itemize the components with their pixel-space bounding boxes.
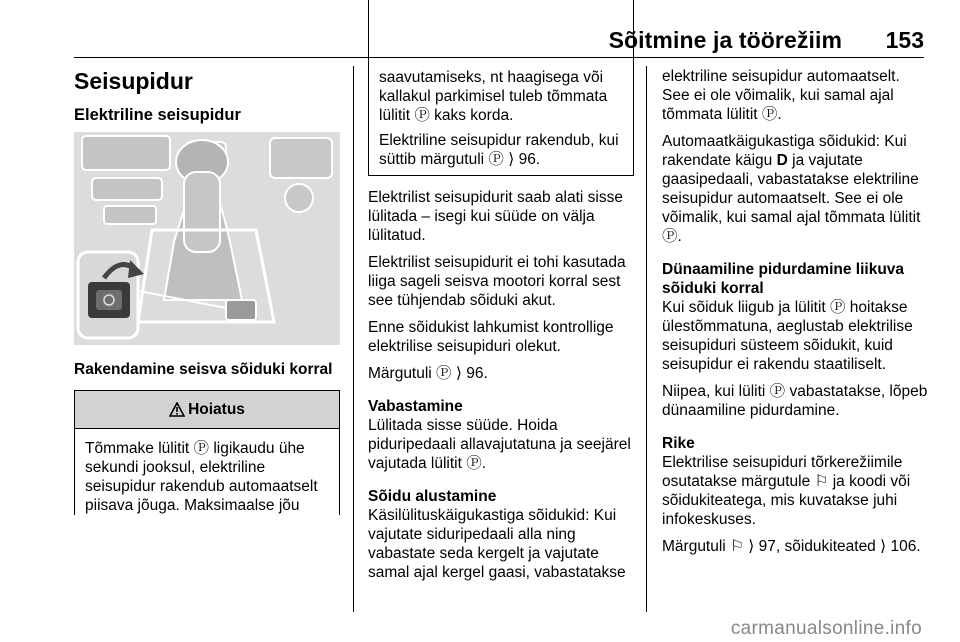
console-drawing <box>74 132 340 345</box>
heading-release: Vabastamine <box>368 398 463 415</box>
paragraph: Märgutuli Ⓟ ⟩ 96. <box>368 365 488 382</box>
warning-title: Hoiatus <box>188 400 245 418</box>
warning-box-continuation <box>368 0 634 176</box>
fault-text: Elektrilise seisupiduri tõrkerežiimile osutatakse märgutule ⚐ ja koodi või sõidukiteatega, mis kuvatakse juhi infokeskuses. <box>662 454 911 528</box>
paragraph-text: Automaatkäigukastiga sõidukid: Kui rakendate käigu <box>662 133 907 169</box>
section-title: Seisupidur <box>74 68 193 94</box>
column-1 <box>74 67 342 125</box>
paragraph: Niipea, kui lüliti Ⓟ vabastatakse, lõpeb dünaamiline pidurdamine. <box>662 383 928 419</box>
drive-off-text: Käsilülituskäigukastiga sõidukid: Kui vajutate siduripedaali alla ning vabastate seda kergelt ja vajutate samal ajal kergel gaasi, vabastatakse <box>368 507 626 581</box>
warning-box <box>74 390 340 515</box>
paragraph: elektriline seisupidur automaatselt. See ei ole võimalik, kui samal ajal tõmmata lülitit Ⓟ. <box>662 68 900 123</box>
dynamic-braking-text: Kui sõiduk liigub ja lülitit Ⓟ hoitakse ülestõmmatuna, aeglustab elektrilise seisupiduri süsteem sõidukit, kuid seisupidur ei rakendu staatiliselt. <box>662 299 913 373</box>
column-divider-1 <box>353 66 354 612</box>
parking-brake-switch-illustration <box>74 132 340 345</box>
paragraph: Enne sõidukist lahkumist kontrollige elektrilise seisupiduri olekut. <box>368 319 614 355</box>
paragraph: Elektrilist seisupidurit saab alati sisse lülitada – isegi kui süüde on välja lülitatud. <box>368 189 623 244</box>
column-2 <box>368 67 634 590</box>
chapter-title: Sõitmine ja töörežiim <box>608 27 842 53</box>
paragraph-text: ja vajutate gaasipedaali, vabastatakse elektriline seisupidur automaatselt. See ei ole võimalik, kui samal ajal tõmmata lülitit Ⓟ. <box>662 152 921 245</box>
warning-continuation-text: saavutamiseks, nt haagisega või kallakul parkimisel tuleb tõmmata lülitit Ⓟ kaks korda. <box>379 69 608 124</box>
watermark: carmanualsonline.info <box>730 618 922 639</box>
paragraph <box>662 132 928 246</box>
release-text: Lülitada sisse süüde. Hoida piduripedaali allavajutatuna ja seejärel vajutada lülitit Ⓟ. <box>368 417 631 472</box>
warning-indicator-text: Elektriline seisupidur rakendub, kui süttib märgutuli Ⓟ ⟩ 96. <box>379 132 619 168</box>
page-number: 153 <box>885 27 924 53</box>
figure-caption: Rakendamine seisva sõiduki korral <box>74 361 333 378</box>
paragraph: Elektrilist seisupidurit ei tohi kasutada liiga sageli seisva mootori korral sest see tühjendab sõiduki akut. <box>368 254 626 309</box>
gear-d-label: D <box>776 152 788 169</box>
warning-triangle-icon <box>169 402 185 417</box>
paragraph: Märgutuli ⚐ ⟩ 97, sõidukiteated ⟩ 106. <box>662 538 921 555</box>
heading-dynamic-braking: Dünaamiline pidurdamine liikuva sõiduki korral <box>662 261 905 297</box>
heading-fault: Rike <box>662 435 695 452</box>
column-3 <box>662 67 928 564</box>
subsection-title: Elektriline seisupidur <box>74 106 241 124</box>
heading-drive-off: Sõidu alustamine <box>368 488 497 505</box>
warning-header <box>75 391 339 429</box>
warning-text: Tõmmake lülitit Ⓟ ligikaudu ühe sekundi jooksul, elektriline seisupidur rakendub automaatselt piisava jõuga. Maksimaalse jõu <box>85 440 318 514</box>
column-divider-2 <box>646 66 647 612</box>
